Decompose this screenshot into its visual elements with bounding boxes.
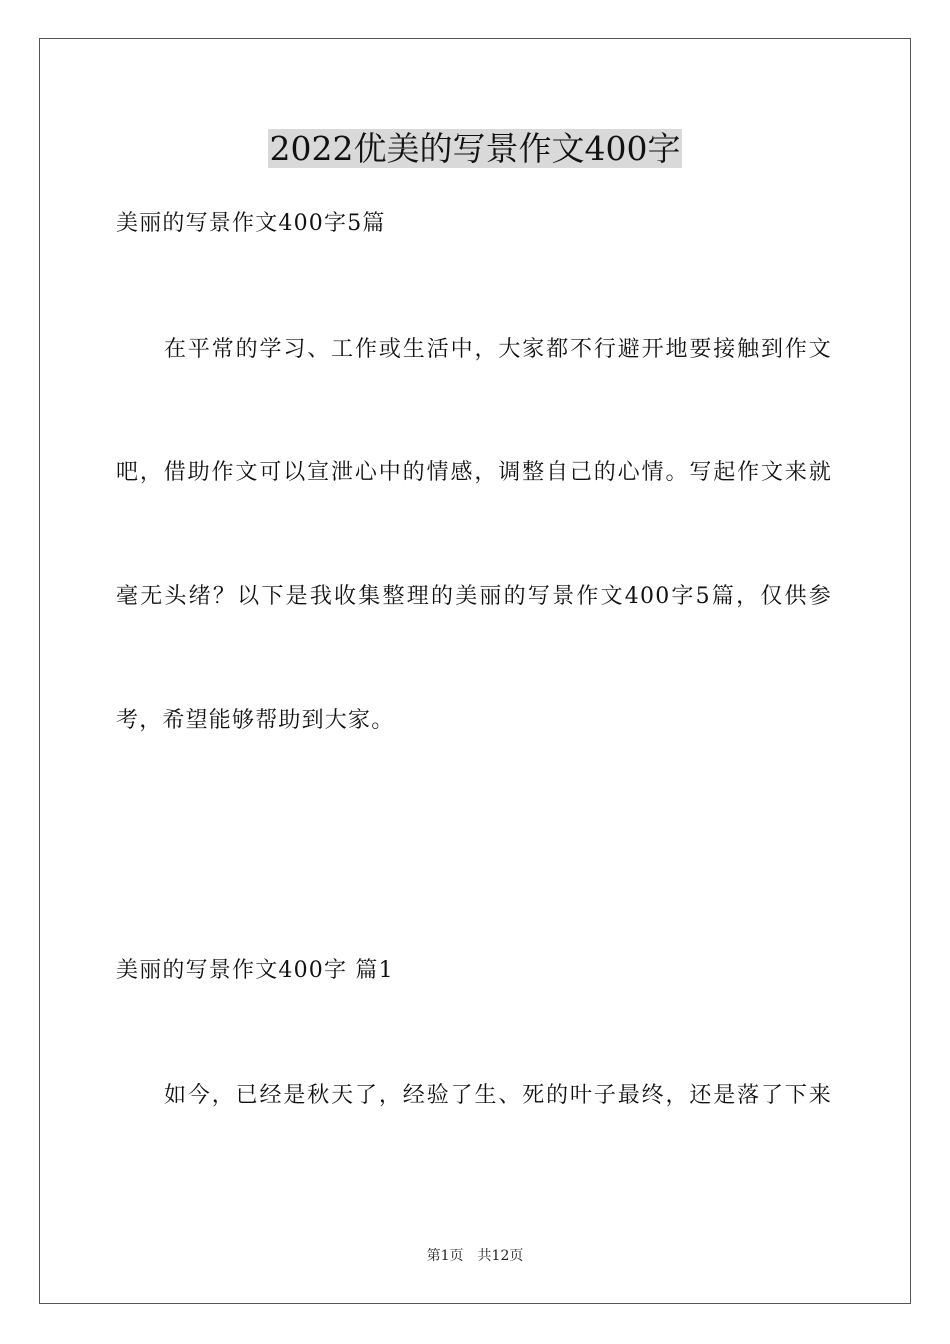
- document-title-text: 2022优美的写景作文400字: [269, 129, 681, 168]
- section-heading: 美丽的写景作文400字 篇1: [116, 958, 394, 983]
- paragraph-line: 考，希望能够帮助到大家。: [116, 708, 395, 733]
- paragraph-line: 毫无头绪？以下是我收集整理的美丽的写景作文400字5篇，仅供参: [116, 584, 832, 609]
- page-footer: [0, 1246, 950, 1266]
- document-title: [0, 126, 950, 172]
- paragraph-line: 如今，已经是秋天了，经验了生、死的叶子最终，还是落了下来: [164, 1083, 832, 1108]
- page-number-total: 共12页: [477, 1248, 524, 1264]
- page-number-current: 第1页: [426, 1248, 464, 1264]
- document-subtitle: 美丽的写景作文400字5篇: [116, 211, 386, 236]
- paragraph-line: 在平常的学习、工作或生活中，大家都不行避开地要接触到作文: [164, 337, 832, 362]
- paragraph-line: 吧，借助作文可以宣泄心中的情感，调整自己的心情。写起作文来就: [116, 460, 832, 485]
